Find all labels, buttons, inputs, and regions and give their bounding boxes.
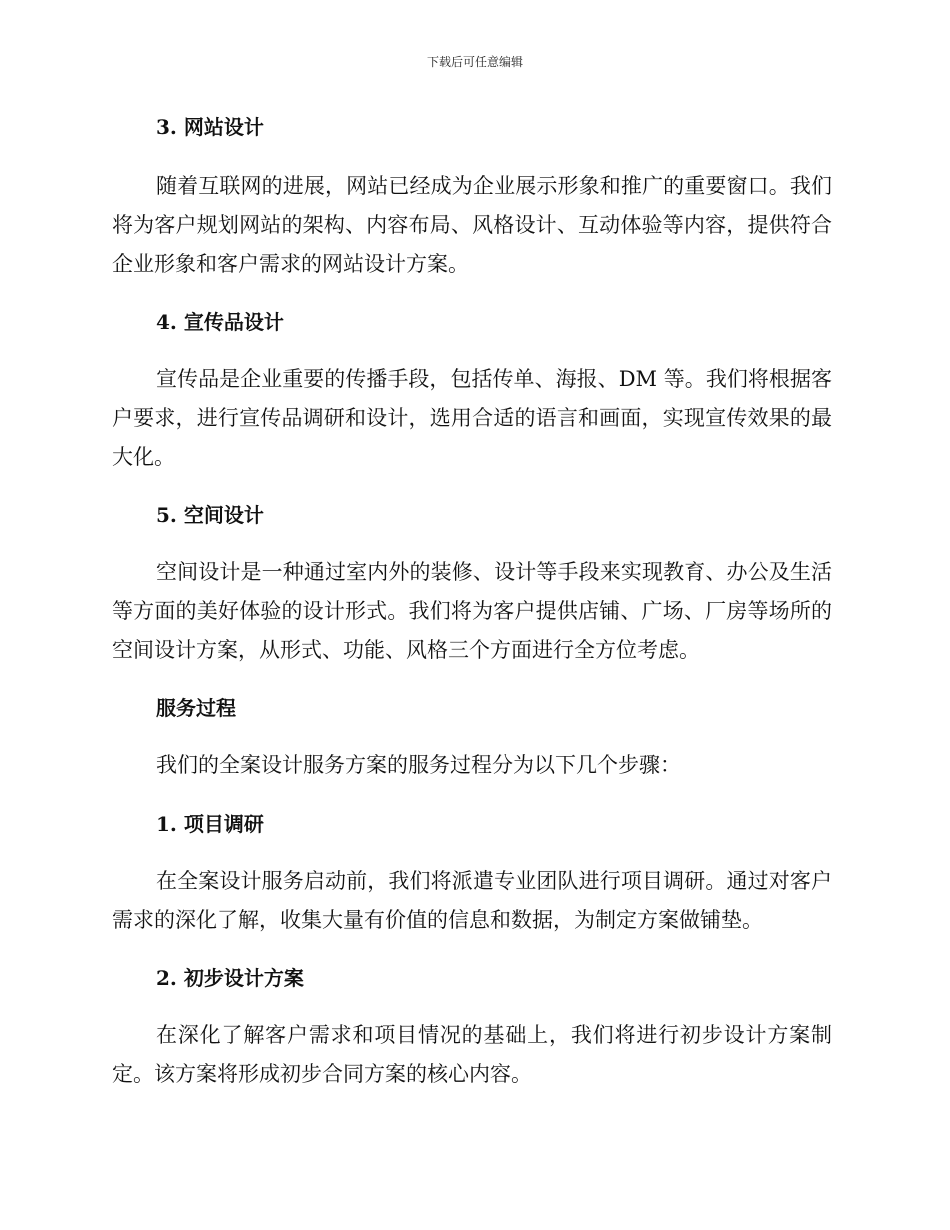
section-heading-promo-design: 4. 宣传品设计 [156, 310, 284, 334]
page-header: 下载后可任意编辑 [426, 55, 523, 69]
paragraph-preliminary-design: 在深化了解客户需求和项目情况的基础上，我们将进行初步设计方案制定。该方案将形成初步合同方案的核心内容。 [112, 1023, 832, 1086]
section-heading-project-research: 1. 项目调研 [156, 812, 264, 836]
section-heading-space-design: 5. 空间设计 [156, 503, 264, 527]
section-heading-service-process: 服务过程 [156, 696, 236, 720]
paragraph-project-research: 在全案设计服务启动前，我们将派遣专业团队进行项目调研。通过对客户需求的深化了解，收集大量有价值的信息和数据，为制定方案做铺垫。 [112, 869, 832, 932]
paragraph-space-design: 空间设计是一种通过室内外的装修、设计等手段来实现教育、办公及生活等方面的美好体验的设计形式。我们将为客户提供店铺、广场、厂房等场所的空间设计方案，从形式、功能、风格三个方面进行全方位考虑。 [112, 560, 832, 662]
section-heading-preliminary-design: 2. 初步设计方案 [156, 966, 304, 990]
paragraph-service-process: 我们的全案设计服务方案的服务过程分为以下几个步骤： [156, 753, 681, 777]
paragraph-promo-design: 宣传品是企业重要的传播手段，包括传单、海报、DM 等。我们将根据客户要求，进行宣传品调研和设计，选用合适的语言和画面，实现宣传效果的最大化。 [112, 367, 832, 469]
document-body [112, 111, 832, 1094]
section-heading-website-design: 3. 网站设计 [156, 115, 264, 139]
paragraph-website-design: 随着互联网的进展，网站已经成为企业展示形象和推广的重要窗口。我们将为客户规划网站的架构、内容布局、风格设计、互动体验等内容，提供符合企业形象和客户需求的网站设计方案。 [112, 174, 832, 276]
